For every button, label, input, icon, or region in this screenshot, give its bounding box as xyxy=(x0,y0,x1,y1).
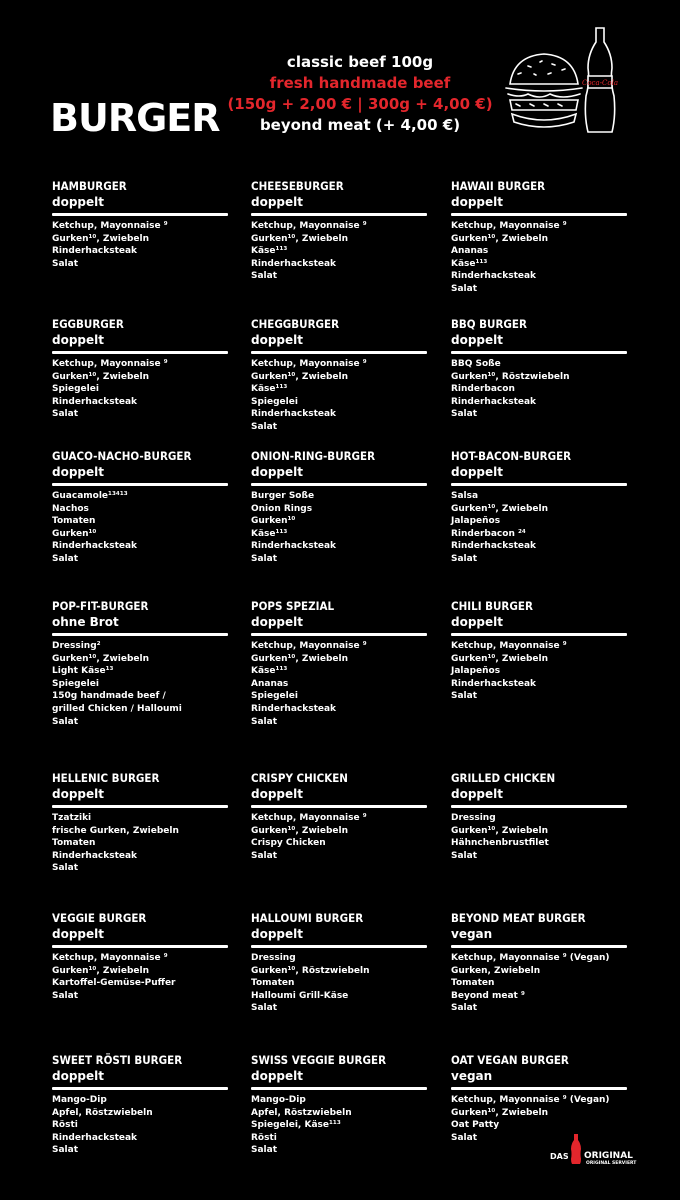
ingredient: Ketchup, Mayonnaise ⁹ xyxy=(52,953,168,963)
ingredient: Salat xyxy=(451,850,478,861)
ingredient: Tomaten xyxy=(451,978,495,989)
menu-item-name: BEYOND MEAT BURGER xyxy=(451,911,586,925)
ingredient: Spiegelei, Käse¹¹³ xyxy=(251,1120,341,1131)
ingredient: Kartoffel-Gemüse-Puffer xyxy=(52,978,176,989)
ingredient: Gurken¹⁰, Zwiebeln xyxy=(251,371,348,382)
ingredient: Salat xyxy=(451,409,478,420)
divider xyxy=(251,483,427,486)
ingredient: Rinderhacksteak xyxy=(52,541,138,552)
ingredient: Ketchup, Mayonnaise ⁹ xyxy=(52,359,168,369)
ingredient: Salat xyxy=(251,271,278,282)
ingredient: Ketchup, Mayonnaise ⁹ (Vegan) xyxy=(451,953,610,963)
menu-item xyxy=(451,598,627,703)
menu-item xyxy=(52,316,228,421)
ingredient: Spiegelei xyxy=(251,691,298,702)
ingredient: Rinderhacksteak xyxy=(251,703,337,714)
menu-item-name: CRISPY CHICKEN xyxy=(251,771,348,785)
ingredient: Salat xyxy=(251,850,278,861)
ingredient: Salat xyxy=(451,553,478,564)
ingredient: Dressing xyxy=(251,953,296,963)
ingredient: grilled Chicken / Halloumi xyxy=(52,703,182,714)
ingredient: Gurken¹⁰, Zwiebeln xyxy=(451,825,548,836)
ingredient: frische Gurken, Zwiebeln xyxy=(52,825,179,836)
ingredient: Salat xyxy=(52,716,79,727)
ingredient: Rinderhacksteak xyxy=(451,396,537,407)
ingredient: Jalapeños xyxy=(451,516,501,527)
ingredient: Salat xyxy=(52,553,79,564)
ingredient-list xyxy=(52,952,228,1002)
ingredient: Apfel, Röstzwiebeln xyxy=(52,1107,153,1118)
ingredient: Salat xyxy=(52,409,79,420)
ingredient: Hähnchenbrustfilet xyxy=(451,838,549,849)
divider xyxy=(451,483,627,486)
menu-item xyxy=(251,1052,427,1157)
ingredient: Gurken¹⁰, Zwiebeln xyxy=(451,233,548,244)
ingredient: Salat xyxy=(451,1003,478,1014)
divider xyxy=(451,805,627,808)
menu-item-variant: doppelt xyxy=(251,465,304,479)
divider xyxy=(52,945,228,948)
ingredient-list xyxy=(251,812,427,862)
ingredient: Salat xyxy=(52,1145,79,1156)
ingredient: Salat xyxy=(251,553,278,564)
menu-item-name: SWISS VEGGIE BURGER xyxy=(251,1053,387,1067)
ingredient: Rinderhacksteak xyxy=(251,258,337,269)
ingredient: Dressing² xyxy=(52,641,101,651)
ingredient: 150g handmade beef / xyxy=(52,691,166,702)
ingredient: Guacamole¹³⁴¹³ xyxy=(52,491,128,501)
menu-item-variant: doppelt xyxy=(52,465,105,479)
das-original-logo xyxy=(550,1134,650,1174)
ingredient: Onion Rings xyxy=(251,503,313,514)
ingredient-list xyxy=(451,358,627,421)
ingredient: Ketchup, Mayonnaise ⁹ xyxy=(251,359,367,369)
menu-item-variant: vegan xyxy=(451,927,493,941)
ingredient: Rösti xyxy=(251,1132,277,1143)
ingredient-list xyxy=(52,812,228,875)
divider xyxy=(451,213,627,216)
ingredient-list xyxy=(451,220,627,296)
ingredient: Light Käse¹³ xyxy=(52,666,114,677)
divider xyxy=(451,633,627,636)
menu-item-name: HAWAII BURGER xyxy=(451,179,546,193)
ingredient-list xyxy=(451,640,627,703)
menu-item-variant: doppelt xyxy=(251,333,304,347)
divider xyxy=(451,945,627,948)
ingredient: Jalapeños xyxy=(451,666,501,677)
ingredient: Mango-Dip xyxy=(251,1095,306,1105)
menu-item xyxy=(451,178,627,296)
ingredient: Rösti xyxy=(52,1120,78,1131)
ingredient: Mango-Dip xyxy=(52,1095,107,1105)
divider xyxy=(251,805,427,808)
menu-item xyxy=(251,910,427,1015)
menu-item-variant: doppelt xyxy=(251,927,304,941)
divider xyxy=(251,633,427,636)
divider xyxy=(451,1087,627,1090)
divider xyxy=(52,213,228,216)
ingredient: Käse¹¹³ xyxy=(451,258,488,269)
ingredient: Gurken¹⁰, Zwiebeln xyxy=(52,965,149,976)
ingredient: Gurken¹⁰, Zwiebeln xyxy=(52,233,149,244)
menu-item-variant: doppelt xyxy=(52,195,105,209)
ingredient: Tomaten xyxy=(251,978,295,989)
divider xyxy=(52,633,228,636)
ingredient: Gurken¹⁰, Zwiebeln xyxy=(251,653,348,664)
menu-item-variant: doppelt xyxy=(251,1069,304,1083)
ingredient: Gurken¹⁰, Zwiebeln xyxy=(52,371,149,382)
ingredient: Spiegelei xyxy=(251,396,298,407)
ingredient: Gurken¹⁰, Zwiebeln xyxy=(251,233,348,244)
menu-item xyxy=(52,448,228,566)
ingredient: Salsa xyxy=(451,491,479,501)
ingredient: Gurken¹⁰, Zwiebeln xyxy=(451,653,548,664)
ingredient: Rinderbacon xyxy=(451,384,515,395)
ingredient: Ketchup, Mayonnaise ⁹ (Vegan) xyxy=(451,1095,610,1105)
ingredient-list xyxy=(52,1094,228,1157)
ingredient-list xyxy=(251,952,427,1015)
ingredient-list xyxy=(251,640,427,728)
ingredient-list xyxy=(52,490,228,566)
ingredient: Ketchup, Mayonnaise ⁹ xyxy=(251,641,367,651)
ingredient: Oat Patty xyxy=(451,1120,500,1131)
ingredient: Spiegelei xyxy=(52,678,99,689)
divider xyxy=(52,805,228,808)
divider xyxy=(251,945,427,948)
menu-item-name: HAMBURGER xyxy=(52,179,127,193)
ingredient: Gurken¹⁰, Zwiebeln xyxy=(451,1107,548,1118)
menu-item-variant: doppelt xyxy=(251,615,304,629)
ingredient-list xyxy=(251,1094,427,1157)
ingredient: Käse¹¹³ xyxy=(251,384,288,395)
ingredient-list xyxy=(451,812,627,862)
ingredient-list xyxy=(451,952,627,1015)
menu-item xyxy=(251,770,427,862)
menu-item xyxy=(52,178,228,270)
ingredient: Ketchup, Mayonnaise ⁹ xyxy=(251,813,367,823)
ingredient-list xyxy=(251,358,427,434)
menu-item-variant: doppelt xyxy=(52,1069,105,1083)
ingredient: Gurken¹⁰, Zwiebeln xyxy=(451,503,548,514)
divider xyxy=(52,1087,228,1090)
divider xyxy=(251,351,427,354)
header-line-prices: (150g + 2,00 € | 300g + 4,00 €) xyxy=(227,95,493,113)
menu-item-name: ONION-RING-BURGER xyxy=(251,449,376,463)
ingredient: Gurken¹⁰, Röstzwiebeln xyxy=(251,965,370,976)
ingredient: Tomaten xyxy=(52,516,96,527)
ingredient: Salat xyxy=(251,1003,278,1014)
menu-item-name: GRILLED CHICKEN xyxy=(451,771,556,785)
ingredient: Ketchup, Mayonnaise ⁹ xyxy=(451,641,567,651)
ingredient: BBQ Soße xyxy=(451,359,501,369)
menu-item-variant: doppelt xyxy=(52,787,105,801)
menu-item-name: SWEET RÖSTI BURGER xyxy=(52,1053,183,1067)
ingredient: Tzatziki xyxy=(52,813,92,823)
brand-tagline: ORIGINAL SERVIERT xyxy=(586,1161,637,1166)
ingredient-list xyxy=(52,640,228,728)
page-title: BURGER xyxy=(50,96,220,140)
menu-item-name: POP-FIT-BURGER xyxy=(52,599,149,613)
ingredient: Beyond meat ⁹ xyxy=(451,990,525,1001)
ingredient: Rinderhacksteak xyxy=(251,409,337,420)
ingredient: Crispy Chicken xyxy=(251,838,326,849)
menu-item-name: CHILI BURGER xyxy=(451,599,533,613)
menu-item-name: VEGGIE BURGER xyxy=(52,911,147,925)
ingredient: Ketchup, Mayonnaise ⁹ xyxy=(251,221,367,231)
menu-item xyxy=(52,910,228,1002)
ingredient: Käse¹¹³ xyxy=(251,528,288,539)
menu-item xyxy=(251,448,427,566)
menu-item-variant: doppelt xyxy=(52,333,105,347)
divider xyxy=(52,483,228,486)
ingredient: Gurken¹⁰ xyxy=(52,528,97,539)
ingredient: Salat xyxy=(451,691,478,702)
menu-item-name: EGGBURGER xyxy=(52,317,124,331)
ingredient: Rinderhacksteak xyxy=(52,246,138,257)
header-line-classic: classic beef 100g xyxy=(286,53,434,71)
menu-item-variant: doppelt xyxy=(52,927,105,941)
menu-item xyxy=(451,910,627,1015)
ingredient: Salat xyxy=(451,1132,478,1143)
ingredient: Salat xyxy=(52,990,79,1001)
menu-item-name: HELLENIC BURGER xyxy=(52,771,160,785)
menu-item xyxy=(451,770,627,862)
ingredient: Ketchup, Mayonnaise ⁹ xyxy=(451,221,567,231)
ingredient: Salat xyxy=(251,1145,278,1156)
ingredient-list xyxy=(52,358,228,421)
menu-item xyxy=(251,598,427,728)
menu-item-variant: doppelt xyxy=(451,787,504,801)
divider xyxy=(251,1087,427,1090)
menu-item xyxy=(451,316,627,421)
brand-left-text: DAS xyxy=(550,1152,569,1161)
menu-item-variant: doppelt xyxy=(251,195,304,209)
menu-item-variant: doppelt xyxy=(251,787,304,801)
ingredient: Salat xyxy=(52,258,79,269)
ingredient: Käse¹¹³ xyxy=(251,246,288,257)
ingredient-list xyxy=(451,490,627,566)
burger-and-bottle-illustration xyxy=(500,24,622,138)
ingredient: Salat xyxy=(52,863,79,874)
ingredient-list xyxy=(251,220,427,283)
ingredient: Rinderbacon ²⁴ xyxy=(451,528,526,539)
ingredient: Käse¹¹³ xyxy=(251,666,288,677)
ingredient: Rinderhacksteak xyxy=(52,850,138,861)
menu-item-variant: doppelt xyxy=(451,333,504,347)
ingredient: Ananas xyxy=(451,246,489,257)
menu-item-variant: doppelt xyxy=(451,465,504,479)
ingredient-list xyxy=(251,490,427,566)
menu-item-name: HALLOUMI BURGER xyxy=(251,911,364,925)
ingredient-list xyxy=(52,220,228,270)
ingredient: Spiegelei xyxy=(52,384,99,395)
menu-item xyxy=(52,598,228,728)
menu-item-name: CHEESEBURGER xyxy=(251,179,344,193)
ingredient: Halloumi Grill-Käse xyxy=(251,990,349,1001)
brand-right-text: ORIGINAL xyxy=(584,1151,633,1161)
ingredient: Rinderhacksteak xyxy=(52,1132,138,1143)
ingredient: Burger Soße xyxy=(251,491,315,501)
divider xyxy=(451,351,627,354)
ingredient: Nachos xyxy=(52,503,89,514)
menu-item xyxy=(52,1052,228,1157)
menu-item-name: HOT-BACON-BURGER xyxy=(451,449,572,463)
menu-item xyxy=(251,316,427,434)
menu-item-name: BBQ BURGER xyxy=(451,317,527,331)
menu-item xyxy=(451,448,627,566)
menu-item-name: OAT VEGAN BURGER xyxy=(451,1053,569,1067)
ingredient: Salat xyxy=(451,283,478,294)
header-line-beyond: beyond meat (+ 4,00 €) xyxy=(259,116,461,134)
bottle-logo-icon xyxy=(570,1134,582,1164)
menu-item-variant: doppelt xyxy=(451,195,504,209)
menu-item-variant: vegan xyxy=(451,1069,493,1083)
menu-item-name: POPS SPEZIAL xyxy=(251,599,335,613)
size-options-header xyxy=(210,52,510,136)
ingredient: Ketchup, Mayonnaise ⁹ xyxy=(52,221,168,231)
ingredient: Rinderhacksteak xyxy=(52,396,138,407)
menu-item-variant: ohne Brot xyxy=(52,615,119,629)
ingredient: Gurken, Zwiebeln xyxy=(451,965,541,976)
ingredient: Tomaten xyxy=(52,838,96,849)
ingredient: Ananas xyxy=(251,678,289,689)
ingredient: Dressing xyxy=(451,813,496,823)
ingredient: Salat xyxy=(251,716,278,727)
menu-item-name: CHEGGBURGER xyxy=(251,317,340,331)
divider xyxy=(251,213,427,216)
ingredient: Apfel, Röstzwiebeln xyxy=(251,1107,352,1118)
header-line-handmade: fresh handmade beef xyxy=(269,74,451,92)
bottle-logo-text: Coca-Cola xyxy=(581,79,619,87)
ingredient: Rinderhacksteak xyxy=(251,541,337,552)
menu-item-variant: doppelt xyxy=(451,615,504,629)
ingredient: Gurken¹⁰, Zwiebeln xyxy=(52,653,149,664)
menu-item xyxy=(52,770,228,875)
ingredient: Gurken¹⁰ xyxy=(251,516,296,527)
ingredient: Rinderhacksteak xyxy=(451,271,537,282)
ingredient: Gurken¹⁰, Zwiebeln xyxy=(251,825,348,836)
menu-item-name: GUACO-NACHO-BURGER xyxy=(52,449,192,463)
ingredient: Salat xyxy=(251,421,278,432)
divider xyxy=(52,351,228,354)
ingredient: Rinderhacksteak xyxy=(451,678,537,689)
ingredient: Gurken¹⁰, Röstzwiebeln xyxy=(451,371,570,382)
menu-item xyxy=(451,1052,627,1144)
ingredient: Rinderhacksteak xyxy=(451,541,537,552)
menu-item xyxy=(251,178,427,283)
